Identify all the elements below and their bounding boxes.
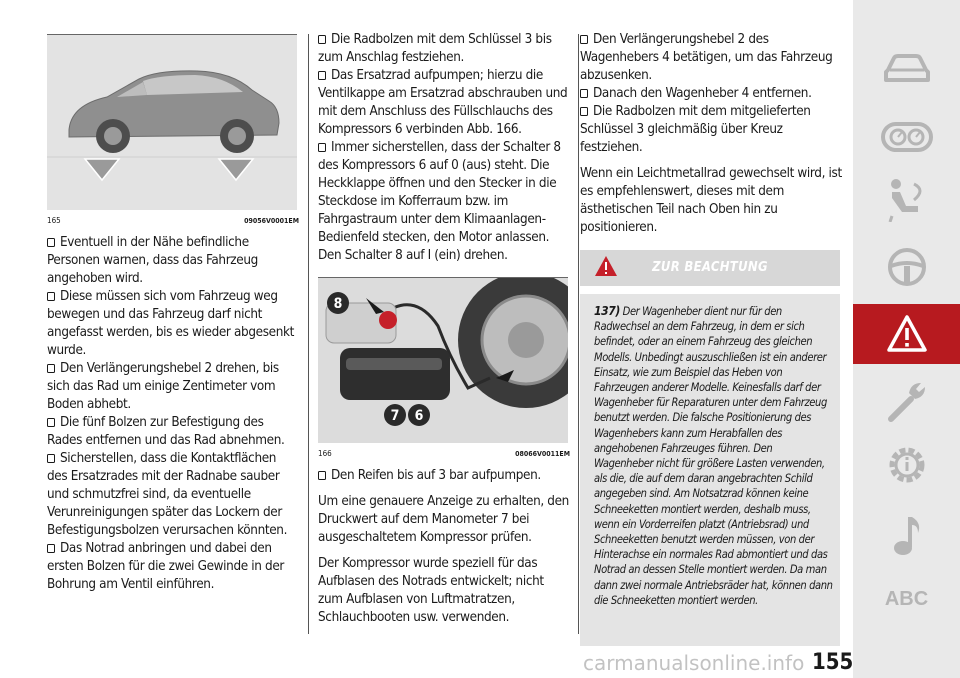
figure-code: 09056V0001EM [244,217,299,225]
callout-7: 7 [390,408,400,424]
sidebar-item-index[interactable] [853,570,960,628]
abc-index-icon: ABC [884,587,929,610]
checkbox-icon [47,544,55,553]
warning-triangle-icon [887,315,927,353]
paragraph-alloy-wheel: Wenn ein Leichtmetallrad gewechselt wird, ist es empfehlenswert, dieses mit dem ästhetischen Teil nach Oben hin zu positionieren. [580,166,842,235]
chapter-sidebar [853,0,960,678]
figure-165-car-on-jack [47,35,297,210]
notice-header [580,250,840,286]
checkbox-icon [47,238,55,247]
sidebar-item-maintenance[interactable] [853,372,960,430]
music-note-icon [890,513,924,557]
car-icon [882,52,932,86]
notice-box [580,294,840,646]
watermark: carmanualsonline.info [583,651,805,675]
figure-166-caption [318,449,570,459]
step-remove-jack: Danach den Wagenheber 4 entfernen. [580,85,842,103]
step-inflate-3bar: Den Reifen bis auf 3 bar aufpumpen. [318,467,570,485]
checkbox-icon [318,471,326,480]
step-check-contact: Sicherstellen, dass die Kontaktflächen des Ersatzrades mit der Radnabe sauber und schmutzfrei sind, da eventuelle Verunreinigungen später das Lockern der Befestigungsbolzen verursachen könnten. [47,451,288,538]
sidebar-item-emergency[interactable] [853,304,960,364]
sidebar-item-instruments[interactable] [853,108,960,166]
checkbox-icon [47,292,55,301]
checkbox-icon [318,35,326,44]
seat-airbag-icon [884,176,930,222]
paragraph-compressor-use: Der Kompressor wurde speziell für das Aufblasen des Notrads entwickelt; nicht zum Aufblasen von Luftmatratzen, Schlauchbooten usw. verwenden. [318,556,544,625]
sidebar-item-multimedia[interactable] [853,506,960,564]
figure-number: 165 [47,216,61,225]
column-divider [578,34,579,634]
checkbox-icon [47,418,55,427]
compressor-illustration [318,278,568,443]
wrench-icon [885,379,929,423]
step-tighten-bolts: Die Radbolzen mit dem Schlüssel 3 bis zum Anschlag festziehen. [318,32,552,65]
dashboard-gauges-icon [881,120,933,154]
checkbox-icon [580,89,588,98]
checkbox-icon [580,107,588,116]
figure-number: 166 [318,449,332,458]
figure-code: 08066V0011EM [515,450,570,458]
notice-text [594,304,834,608]
step-remove-bolts: Die fünf Bolzen zur Befestigung des Rades entfernen und das Rad abnehmen. [47,415,285,448]
steering-wheel-icon [886,246,928,288]
sidebar-item-safety[interactable] [853,170,960,228]
checkbox-icon [47,364,55,373]
column-divider [308,34,309,634]
checkbox-icon [318,71,326,80]
callout-6: 6 [414,408,424,424]
sidebar-item-driving[interactable] [853,238,960,296]
figure-166-compressor [318,278,568,443]
notice-title: ZUR BEACHTUNG [652,260,768,275]
step-tighten-crosswise: Die Radbolzen mit dem mitgelieferten Schlüssel 3 gleichmäßig über Kreuz festziehen. [580,104,811,155]
checkbox-icon [318,143,326,152]
checkbox-icon [47,454,55,463]
sidebar-item-technical-data[interactable] [853,436,960,494]
checkbox-icon [580,35,588,44]
step-check-switch: Immer sicherstellen, dass der Schalter 8 des Kompressors 6 auf 0 (aus) steht. Die Heckklappe öffnen und den Stecker in die Steckdose im Kofferraum bzw. im Fahrgastraum unter dem Klimaanlagen-Bedienfeld stecken, den Motor anlassen. Den Schalter 8 auf I (ein) drehen. [318,140,561,263]
step-move-away: Diese müssen sich vom Fahrzeug weg bewegen und das Fahrzeug darf nicht angefasst werden, bis es wieder abgesenkt wurde. [47,289,294,358]
step-turn-lever: Den Verlängerungshebel 2 drehen, bis sich das Rad um einige Zentimeter vom Boden abhebt. [47,361,279,412]
callout-8: 8 [333,296,343,312]
step-fit-spare: Das Notrad anbringen und dabei den ersten Bolzen für die zwei Gewinde in der Bohrung am Ventil einführen. [47,541,285,592]
step-warn-persons: Eventuell in der Nähe befindliche Personen warnen, dass das Fahrzeug angehoben wird. [47,235,258,286]
gear-info-icon [885,443,929,487]
figure-165-caption [47,216,299,226]
car-illustration [47,35,297,210]
sidebar-item-vehicle[interactable] [853,40,960,98]
paragraph-manometer: Um eine genauere Anzeige zu erhalten, den Druckwert auf dem Manometer 7 bei ausgeschaltetem Kompressor prüfen. [318,494,569,545]
step-inflate-spare: Das Ersatzrad aufpumpen; hierzu die Ventilkappe am Ersatzrad abschrauben und mit dem Anschluss des Füllschlauchs des Kompressors 6 verbinden Abb. 166. [318,68,568,137]
notice-ref: 137) [594,304,620,318]
notice-body-text: Der Wagenheber dient nur für den Radwechsel an dem Fahrzeug, in dem er sich befindet, oder an einem Fahrzeug des gleichen Modells. Unbedingt auszuschließen ist ein anderer Einsatz, wie zum Beispiel das Heben von Fahrzeugen anderer Modelle. Keinesfalls darf der Wagenheber für Reparaturen unter dem Fahrzeug benutzt werden. Die falsche Positionierung des Wagenhebers kann zum Herabfallen des angehobenen Fahrzeuges führen. Den Wagenheber nicht für größere Lasten verwenden, als die, die auf dem daran angebrachten Schild angegeben sind. Am Notsatzrad können keine Schneeketten montiert werden, deshalb muss, wenn ein Vorderreifen platzt (Antriebsrad) und Schneeketten benutzt werden müssen, von der Hinterachse ein normales Rad abmontiert und das Notrad an dessen Stelle montiert werden. Da man dann zwei normale Antriebsräder hat, können dann die Schneeketten montiert werden. [594,305,833,607]
step-lower-vehicle: Den Verlängerungshebel 2 des Wagenhebers 4 betätigen, um das Fahrzeug abzusenken. [580,32,833,83]
page-number: 155 [812,650,854,675]
